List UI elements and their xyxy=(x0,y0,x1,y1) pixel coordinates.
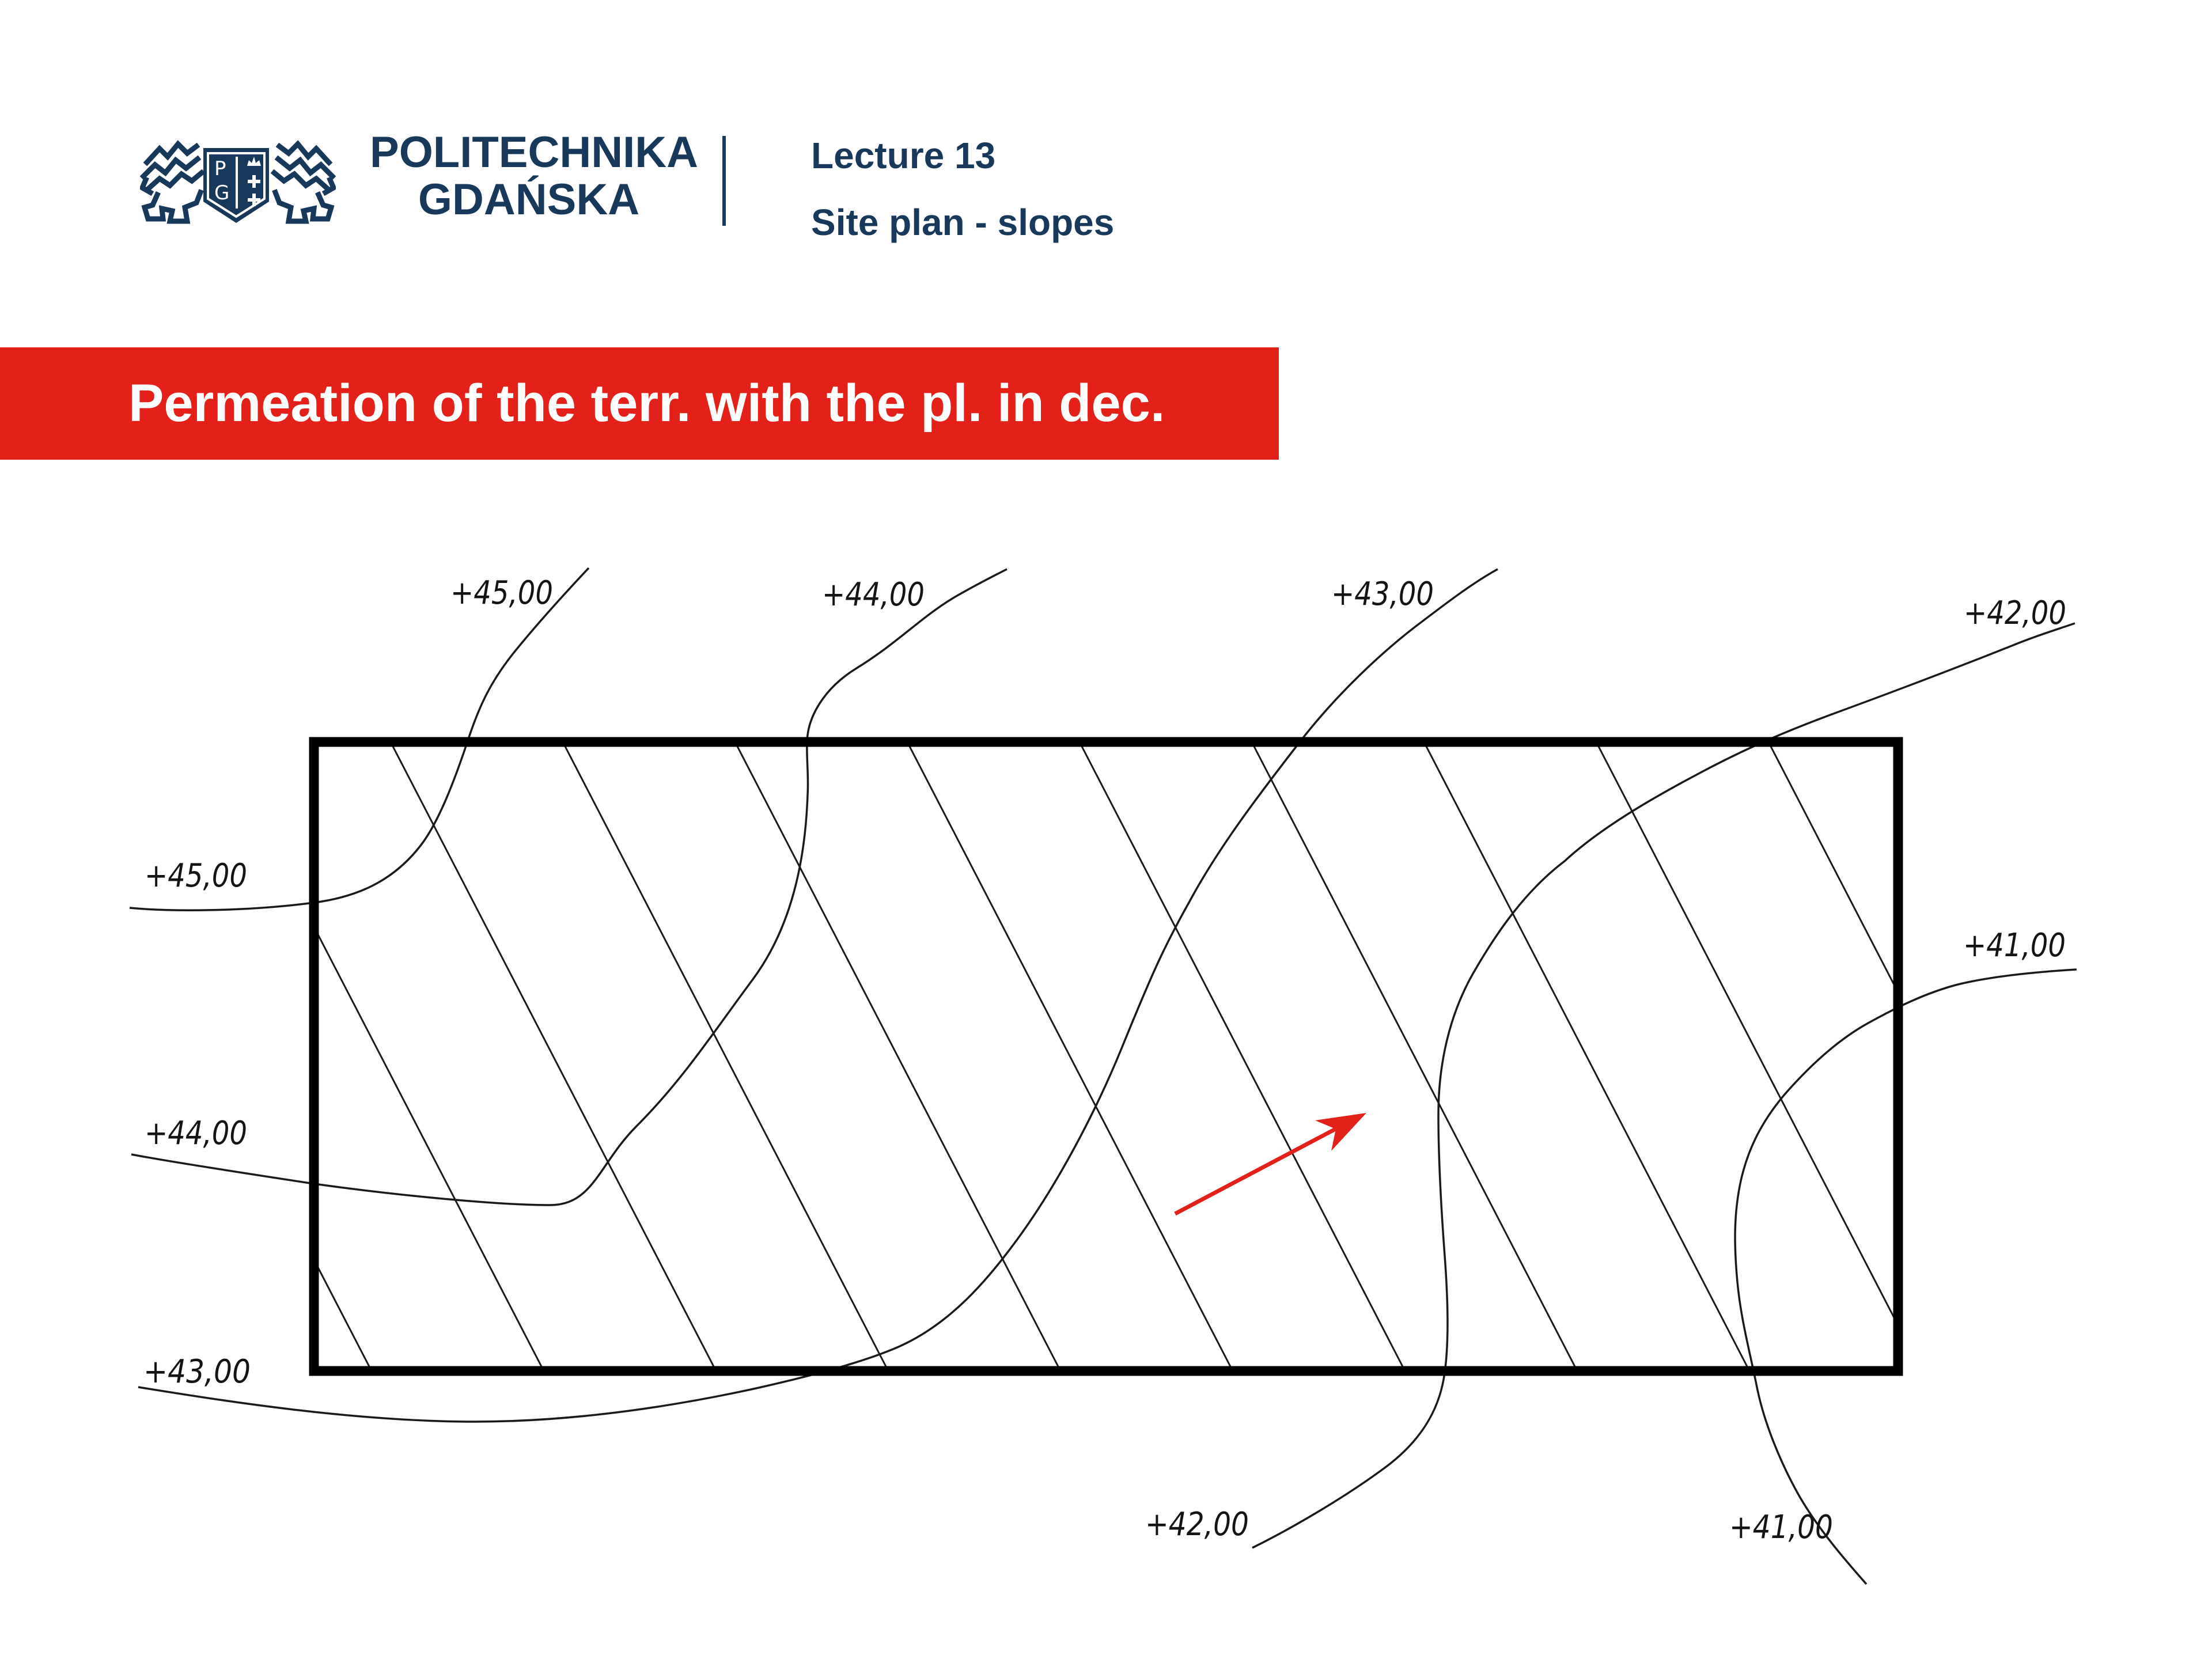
plane-contour-line xyxy=(218,742,544,1371)
plane-contour-line xyxy=(1768,742,2094,1371)
university-name-line2: GDAŃSKA xyxy=(418,175,640,224)
plane-contour-line xyxy=(1596,742,1922,1371)
contour-label-top-44: +44,00 xyxy=(822,576,925,613)
plane-contour-lines xyxy=(46,742,2094,1371)
contour-label-bottom-41: +41,00 xyxy=(1729,1509,1833,1546)
lecture-subtitle: Site plan - slopes xyxy=(811,202,1115,243)
plane-contour-line xyxy=(1252,742,1577,1371)
slope-arrow-shaft xyxy=(1175,1128,1338,1214)
contour-label-top-43: +43,00 xyxy=(1331,575,1434,613)
site-boundary xyxy=(314,742,1898,1371)
contour-label-top-45: +45,00 xyxy=(450,574,553,612)
contour-label-left-43: +43,00 xyxy=(143,1353,251,1391)
lecture-title: Lecture 13 xyxy=(811,135,996,176)
contour-label-right-41: +41,00 xyxy=(1963,927,2066,964)
terrain-contour-41 xyxy=(1735,969,2077,1584)
contour-label-left-44: +44,00 xyxy=(145,1115,247,1152)
plane-contour-line xyxy=(563,742,888,1371)
terrain-contours xyxy=(130,568,2077,1584)
banner-title: Permeation of the terr. with the pl. in dec. xyxy=(128,374,1165,433)
slope-direction-arrow xyxy=(1175,1113,1366,1214)
shield-letter-p: P xyxy=(214,157,226,180)
contour-label-top-right-42: +42,00 xyxy=(1964,594,2066,632)
shield-letter-g: G xyxy=(214,181,230,204)
terrain-contour-43 xyxy=(138,569,1498,1422)
plane-contour-line xyxy=(46,742,372,1371)
plane-contour-line xyxy=(1424,742,1749,1371)
plane-contour-line xyxy=(907,742,1233,1371)
plane-contour-line xyxy=(391,742,716,1371)
plane-contour-line xyxy=(735,742,1060,1371)
contour-label-bottom-42: +42,00 xyxy=(1145,1506,1249,1543)
university-name-line1: POLITECHNIKA xyxy=(370,128,698,177)
plane-contour-line xyxy=(1080,742,1405,1371)
terrain-contour-42 xyxy=(1252,623,2075,1548)
terrain-contour-44 xyxy=(131,569,1007,1205)
contour-label-left-45: +45,00 xyxy=(145,857,247,895)
slope-arrow-head xyxy=(1315,1113,1366,1151)
